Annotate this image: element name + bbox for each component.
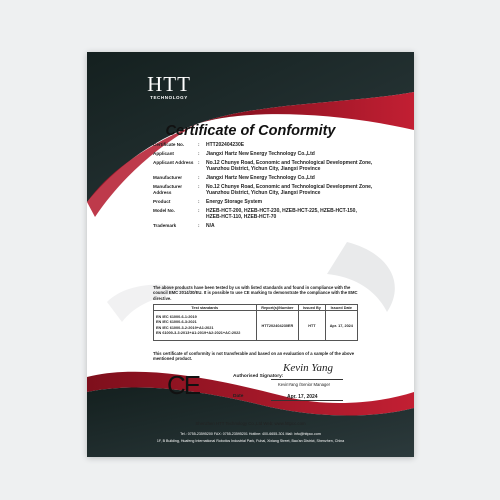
- field-value: Jiangxi Hartz New Energy Technology Co.,Ltd: [206, 175, 315, 181]
- field-row-model-no: Model No. : HZEB-HCT-200, HZEB-HCT-230, HZEB-HCT-225, HZEB-HCT-150, HZEB-HCT-110, HZEB-HCT-70: [153, 208, 373, 220]
- certificate-document: [87, 52, 414, 457]
- field-row-manufacturer: Manufacturer : Jiangxi Hartz New Energy Technology Co.,Ltd: [153, 175, 373, 181]
- field-label: Product: [153, 199, 171, 204]
- signatory-name-title: KevinYang /Senior Manager: [278, 382, 331, 387]
- logo-name: HTT: [147, 72, 191, 96]
- issued-by-cell: HTT: [299, 311, 325, 341]
- signature-image: Kevin Yang: [283, 362, 334, 374]
- transferability-note: This certificate of conformity is not transferable and based on an evaluation of a sample of the above mentioned product.: [153, 351, 355, 362]
- footer-address: 1F, B Building, Huafeng International Robotics Industrial Park, Fuhai, Xixiang Street, Bao'an District, Shenzhen, China: [156, 439, 345, 443]
- field-label: Certificate No.: [153, 142, 185, 147]
- field-row-applicant: Applicant : Jiangxi Hartz New Energy Technology Co.,Ltd: [153, 151, 373, 157]
- field-row-trademark: Trademark : N/A: [153, 223, 373, 229]
- logo-tagline: TECHNOLOGY: [150, 95, 188, 100]
- field-label: Manufacturer Address: [153, 184, 183, 195]
- column-header: Report(s)/Number: [256, 305, 299, 311]
- issued-date-cell: Apr. 17, 2024: [325, 311, 357, 341]
- field-value: Energy Storage System: [206, 199, 263, 205]
- standards-cell: EN IEC 61000-6-1:2019 EN IEC 61000-6-3:2021 EN IEC 61000-3-2:2019+A1:2021 EN 61000-3-3:2013+A1:2019+A2:2021+AC:2022: [154, 311, 257, 341]
- field-label: Model No.: [153, 208, 175, 213]
- field-row-applicant-address: Applicant Address : No.12 Chunye Road, Economic and Technological Development Zone, Yuanzhou District, Yichun City, Jiangxi Province: [153, 160, 373, 172]
- table-row: [154, 311, 358, 341]
- date-value: Apr. 17, 2024: [287, 394, 318, 400]
- footer-contact: Tel.: 0755-23595200 FAX: 0755-23595201 Hotline: 400-6655-301 Mail: info@httpcc.com: [180, 432, 321, 436]
- field-value: No.12 Chunye Road, Economic and Technological Development Zone, Yuanzhou District, Yichun City, Jiangxi Province: [206, 184, 373, 196]
- field-label: Applicant Address: [153, 160, 194, 165]
- certificate-title: Certificate of Conformity: [165, 123, 336, 139]
- date-label: Date: [233, 394, 244, 399]
- column-header: Issued By: [299, 305, 325, 311]
- date-line: [271, 400, 343, 401]
- field-value: HZEB-HCT-200, HZEB-HCT-230, HZEB-HCT-225, HZEB-HCT-150, HZEB-HCT-110, HZEB-HCT-70: [206, 208, 357, 220]
- field-value: No.12 Chunye Road, Economic and Technological Development Zone, Yuanzhou District, Yichun City, Jiangxi Province: [206, 160, 373, 172]
- company-logo: [133, 74, 205, 100]
- test-standards-table: [153, 304, 358, 341]
- column-header: Issued Date: [325, 305, 357, 311]
- field-value: N/A: [206, 223, 215, 229]
- field-row-manufacturer-address: Manufacturer Address : No.12 Chunye Road, Economic and Technological Development Zone, Yuanzhou District, Yichun City, Jiangxi Province: [153, 184, 373, 196]
- footer-company: Shenzhen HTT Technology Co.,Ltd Web: www.httpcc.com: [195, 421, 306, 426]
- field-value: Jiangxi Hartz New Energy Technology Co.,Ltd: [206, 151, 315, 157]
- column-header: Test standards: [154, 305, 257, 311]
- field-value: HTT202404230E: [206, 142, 245, 148]
- field-row-product: Product : Energy Storage System: [153, 199, 373, 205]
- signature-line: [271, 379, 343, 380]
- report-number-cell: HTT202404230ER: [256, 311, 299, 341]
- certificate-fields: [153, 142, 373, 232]
- compliance-statement: The above products have been tested by us with listed standards and found in compliance with the council EMC 2014/30/EU. It is possible to use CE marking to demonstrate the compliance with the EMC directive.: [153, 285, 358, 301]
- field-label: Manufacturer: [153, 175, 183, 180]
- field-label: Applicant: [153, 151, 174, 156]
- field-label: Trademark: [153, 223, 177, 228]
- signatory-label: Authorised Signatory:: [233, 374, 284, 379]
- certificate-border-decoration: [87, 52, 414, 457]
- field-row-certificate-no: Certificate No. : HTT202404230E: [153, 142, 373, 148]
- ce-mark: CE: [167, 370, 200, 400]
